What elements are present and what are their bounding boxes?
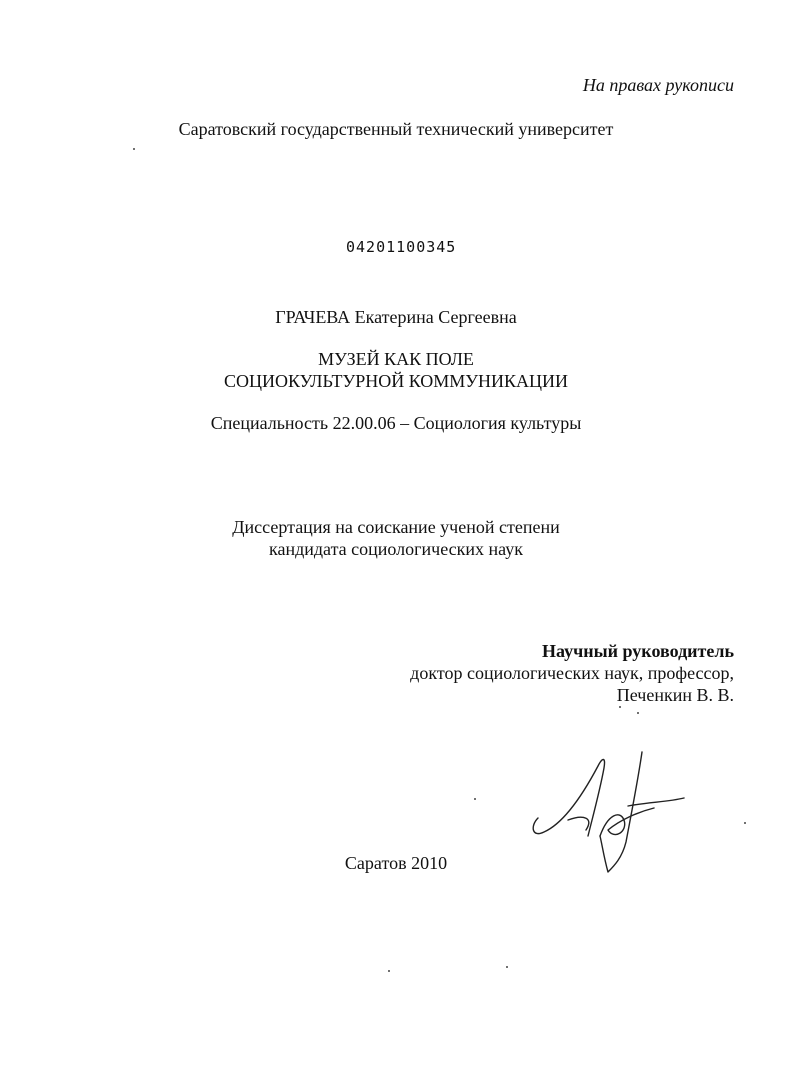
- registry-number: 04201100345: [346, 238, 457, 256]
- scan-speck: [388, 970, 390, 972]
- thesis-title-line-2: СОЦИОКУЛЬТУРНОЙ КОММУНИКАЦИИ: [223, 371, 569, 391]
- thesis-title-line-1: МУЗЕЙ КАК ПОЛЕ: [318, 349, 474, 369]
- scan-speck: [619, 706, 621, 708]
- scan-speck: [506, 966, 508, 968]
- author-name: ГРАЧЕВА Екатерина Сергеевна: [275, 307, 517, 327]
- degree-line-1: Диссертация на соискание ученой степени: [232, 517, 560, 537]
- scan-speck: [744, 822, 746, 824]
- specialty: Специальность 22.00.06 – Социология культуры: [210, 413, 582, 433]
- scan-speck: [133, 148, 135, 150]
- supervisor-credentials: доктор социологических наук, профессор,: [410, 663, 734, 683]
- supervisor-heading: Научный руководитель: [542, 641, 734, 661]
- degree-line-2: кандидата социологических наук: [269, 539, 523, 559]
- rights-note: На правах рукописи: [582, 75, 734, 95]
- scan-speck: [637, 712, 639, 714]
- scan-speck: [474, 798, 476, 800]
- city-year: Саратов 2010: [344, 853, 448, 873]
- supervisor-name: Печенкин В. В.: [616, 685, 734, 705]
- university-name: Саратовский государственный технический университет: [178, 119, 614, 139]
